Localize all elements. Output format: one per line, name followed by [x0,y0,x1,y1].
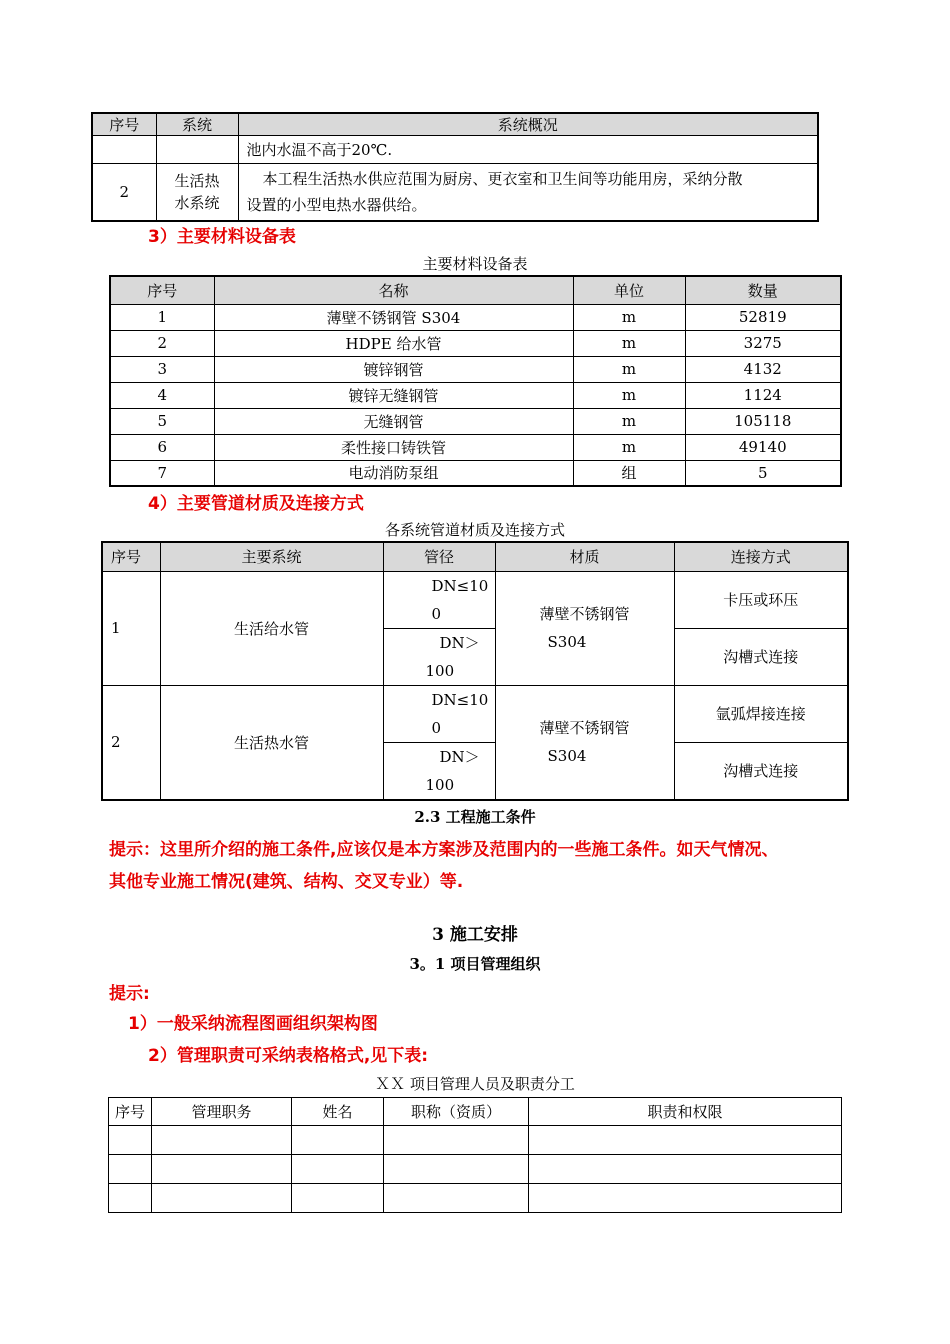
empty-cell [152,1126,292,1155]
empty-cell [109,1126,152,1155]
materials-header-name: 名称 [214,276,573,304]
pipe-header-system: 主要系统 [160,542,383,571]
empty-cell [529,1126,842,1155]
cell-qty: 3275 [685,330,841,356]
table-row [109,1126,842,1155]
header-overview: 系统概况 [238,113,818,136]
empty-cell [109,1184,152,1213]
group1-no: 1 [102,571,160,685]
materials-header-unit: 单位 [573,276,685,304]
cell-qty: 5 [685,460,841,486]
cell-qty: 49140 [685,434,841,460]
empty-cell [292,1155,384,1184]
cell-unit: m [573,434,685,460]
group2-no: 2 [102,685,160,800]
group2-connection-small: 氩弧焊接连接 [674,685,848,742]
cell-name: 柔性接口铸铁管 [214,434,573,460]
table-row [110,356,841,382]
tip1-line2: 其他专业施工情况(建筑、结构、交叉专业）等. [109,872,464,892]
cell-unit: m [573,356,685,382]
cell-name: 无缝钢管 [214,408,573,434]
cell-name: 薄壁不锈钢管 S304 [214,304,573,330]
diameter-line: DN≤10 [431,690,489,709]
system-overview-table [91,112,819,222]
materials-table-caption: 主要材料设备表 [422,255,528,273]
pipe-header-connection: 连接方式 [674,542,848,571]
diameter-line: DN＞ [439,747,480,766]
cell-name: 镀锌钢管 [214,356,573,382]
cell-unit: m [573,382,685,408]
empty-cell [152,1155,292,1184]
group2-system: 生活热水管 [160,685,383,800]
heading-3-1: 3。1 项目管理组织 [409,955,541,973]
group1-connection-small: 卡压或环压 [674,571,848,628]
pipe-header-diameter: 管径 [383,542,495,571]
cell-unit: m [573,408,685,434]
material-line: S304 [547,747,587,765]
row1-no [92,136,156,164]
row2-desc-line1: 本工程生活热水供应范围为厨房、更衣室和卫生间等功能用房，采纳分散 [262,169,743,188]
cell-no: 3 [110,356,214,382]
materials-header-no: 序号 [110,276,214,304]
heading-2-3: 2.3 工程施工条件 [414,808,536,826]
group1-system: 生活给水管 [160,571,383,685]
cell-name: HDPE 给水管 [214,330,573,356]
section-4-heading: 4）主要管道材质及连接方式 [148,494,364,514]
row2-desc [238,164,818,221]
pipe-header-no: 序号 [102,542,160,571]
row2-no: 2 [92,164,156,221]
table-row [110,382,841,408]
row2-system-line2: 水系统 [174,193,220,212]
materials-table [109,275,842,487]
staff-header-position: 管理职务 [152,1098,292,1126]
table-row [110,460,841,486]
table-row [109,1155,842,1184]
tip2-item2: 2）管理职责可采纳表格格式,见下表: [148,1046,429,1066]
staff-duties-table [108,1097,842,1213]
tip2-item1: 1）一般采纳流程图画组织架构图 [128,1014,378,1034]
empty-cell [384,1184,529,1213]
cell-no: 1 [110,304,214,330]
group2-diameter-small [383,685,495,742]
pipe-header-material: 材质 [495,542,674,571]
group1-connection-large: 沟槽式连接 [674,628,848,685]
material-line: 薄壁不锈钢管 [539,605,630,623]
empty-cell [292,1184,384,1213]
empty-cell [384,1126,529,1155]
cell-no: 4 [110,382,214,408]
row2-desc-line2: 设置的小型电热水器供给。 [246,195,427,214]
table-row [110,304,841,330]
table-row [109,1184,842,1213]
group2-material [495,685,674,800]
diameter-line: 100 [425,661,455,680]
row1-system [156,136,238,164]
diameter-line: 100 [425,775,455,794]
group1-diameter-large [383,628,495,685]
group2-diameter-large [383,742,495,800]
tip-construction-conditions [109,834,939,898]
tip2-label: 提示: [109,984,150,1004]
heading-3: 3 施工安排 [432,925,518,945]
materials-header-qty: 数量 [685,276,841,304]
diameter-line: DN≤10 [431,576,489,595]
table-row [110,330,841,356]
diameter-line: 0 [431,718,442,737]
diameter-line: 0 [431,604,442,623]
cell-no: 6 [110,434,214,460]
staff-table-caption: ＸＸ 项目管理人员及职责分工 [375,1075,575,1093]
pipe-connection-table [101,541,849,801]
cell-unit: 组 [573,460,685,486]
material-line: 薄壁不锈钢管 [539,719,630,737]
table-row [110,408,841,434]
group1-material [495,571,674,685]
staff-header-title: 职称（资质） [384,1098,529,1126]
cell-name: 镀锌无缝钢管 [214,382,573,408]
group1-diameter-small [383,571,495,628]
empty-cell [529,1155,842,1184]
cell-name: 电动消防泵组 [214,460,573,486]
row1-desc: 池内水温不高于20℃. [238,136,818,164]
section-3-heading: 3）主要材料设备表 [148,227,296,247]
pipe-table-caption: 各系统管道材质及连接方式 [384,521,565,539]
cell-qty: 4132 [685,356,841,382]
empty-cell [384,1155,529,1184]
cell-no: 2 [110,330,214,356]
cell-unit: m [573,330,685,356]
empty-cell [292,1126,384,1155]
table-row [110,434,841,460]
empty-cell [152,1184,292,1213]
cell-no: 7 [110,460,214,486]
cell-qty: 52819 [685,304,841,330]
cell-no: 5 [110,408,214,434]
group2-connection-large: 沟槽式连接 [674,742,848,800]
diameter-line: DN＞ [439,633,480,652]
staff-header-duties: 职责和权限 [529,1098,842,1126]
cell-unit: m [573,304,685,330]
empty-cell [529,1184,842,1213]
staff-header-no: 序号 [109,1098,152,1126]
empty-cell [109,1155,152,1184]
tip1-line1: 提示：这里所介绍的施工条件,应该仅是本方案涉及范围内的一些施工条件。如天气情况、 [109,840,779,860]
cell-qty: 1124 [685,382,841,408]
header-system: 系统 [156,113,238,136]
material-line: S304 [547,633,587,651]
staff-header-name: 姓名 [292,1098,384,1126]
row2-system [156,164,238,221]
header-no: 序号 [92,113,156,136]
row2-system-line1: 生活热 [174,171,220,190]
cell-qty: 105118 [685,408,841,434]
